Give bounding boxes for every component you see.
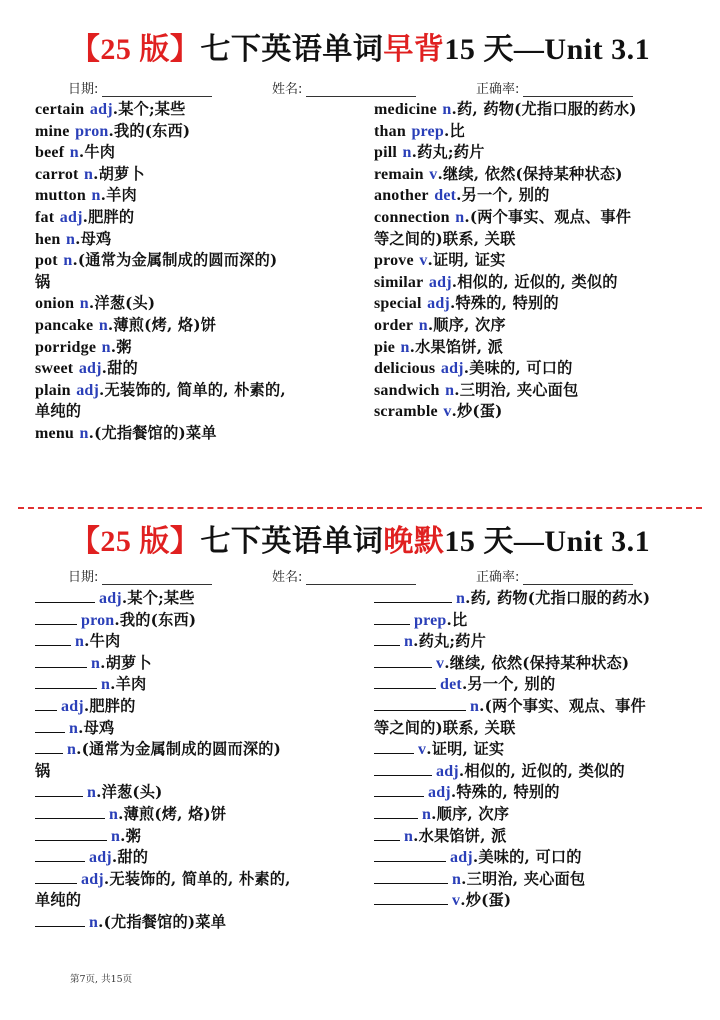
definition: .(通常为金属制成的圆而深的) xyxy=(76,740,282,759)
part-of-speech: adj xyxy=(428,784,451,802)
part-of-speech: v xyxy=(418,741,427,759)
word-entry xyxy=(35,337,380,359)
definition: .肥胖的 xyxy=(83,696,136,715)
definition: .药丸;药片 xyxy=(413,632,486,651)
part-of-speech: adj xyxy=(427,295,450,313)
top-title xyxy=(0,30,720,70)
definition-continued xyxy=(35,890,380,912)
part-of-speech: prep xyxy=(414,611,447,629)
definition-continued xyxy=(374,229,714,251)
entry-word: mutton xyxy=(35,187,86,205)
part-of-speech: adj xyxy=(440,360,464,378)
answer-blank[interactable] xyxy=(35,912,85,927)
part-of-speech: adj xyxy=(428,273,452,291)
definition: .粥 xyxy=(120,826,141,845)
definition: .美味的, 可口的 xyxy=(472,848,582,867)
answer-blank[interactable] xyxy=(374,739,414,754)
answer-blank[interactable] xyxy=(374,653,432,668)
blank-entry[interactable] xyxy=(374,804,714,826)
blank-entry[interactable] xyxy=(374,782,714,804)
word-entry xyxy=(35,315,380,337)
part-of-speech: n xyxy=(400,338,410,356)
answer-blank[interactable] xyxy=(374,826,400,841)
bottom-title-prefix: 【25 版】 xyxy=(69,525,201,558)
word-entry xyxy=(35,121,380,143)
definition: .(通常为金属制成的圆而深的) xyxy=(72,251,278,270)
entry-word: scramble xyxy=(374,403,438,421)
part-of-speech: adj xyxy=(450,849,473,867)
entry-word: sweet xyxy=(35,360,74,378)
definition: .甜的 xyxy=(101,359,138,378)
top-title-main: 七下英语单词 xyxy=(200,33,384,66)
part-of-speech: n xyxy=(63,252,73,270)
definition: .继续, 依然(保持某种状态) xyxy=(437,164,623,183)
part-of-speech: n xyxy=(89,913,99,931)
word-entry xyxy=(35,380,380,402)
word-entry xyxy=(35,293,380,315)
blank-entry[interactable] xyxy=(35,739,380,761)
part-of-speech: prep xyxy=(411,122,444,140)
word-entry xyxy=(35,99,380,121)
answer-blank[interactable] xyxy=(374,761,432,776)
entry-word: pot xyxy=(35,252,58,270)
entry-word: mine xyxy=(35,122,70,140)
accuracy-label: 正确率: xyxy=(476,82,520,97)
bottom-accuracy-field[interactable] xyxy=(476,566,633,585)
definition: .羊肉 xyxy=(110,675,147,694)
part-of-speech: n xyxy=(445,381,455,399)
blank-entry[interactable] xyxy=(374,610,714,632)
definition: .三明治, 夹心面包 xyxy=(461,869,586,888)
word-entry xyxy=(374,142,714,164)
definition: .水果馅饼, 派 xyxy=(409,337,504,356)
word-entry xyxy=(374,121,714,143)
word-entry xyxy=(374,185,714,207)
word-entry xyxy=(374,207,714,229)
answer-blank[interactable] xyxy=(35,674,97,689)
definition: .牛肉 xyxy=(78,143,116,162)
definition: .相似的, 近似的, 类似的 xyxy=(458,761,625,780)
entry-word: beef xyxy=(35,144,65,162)
definition: .母鸡 xyxy=(75,229,112,248)
part-of-speech: adj xyxy=(76,381,100,399)
part-of-speech: n xyxy=(422,805,432,823)
answer-blank[interactable] xyxy=(35,610,77,625)
definition-line2: 单纯的 xyxy=(35,891,82,910)
entry-word: fat xyxy=(35,208,55,226)
definition: .比 xyxy=(446,610,468,629)
blank-entry[interactable] xyxy=(35,696,380,718)
definition-line2: 等之间的)联系, 关联 xyxy=(374,718,516,737)
part-of-speech: n xyxy=(442,101,452,118)
answer-blank[interactable] xyxy=(374,847,446,862)
part-of-speech: n xyxy=(69,144,79,162)
answer-blank[interactable] xyxy=(35,653,87,668)
top-right-word-list xyxy=(374,99,714,423)
answer-blank[interactable] xyxy=(374,674,436,689)
part-of-speech: adj xyxy=(81,870,104,888)
entry-word: special xyxy=(374,295,422,313)
part-of-speech: n xyxy=(452,870,462,888)
answer-blank[interactable] xyxy=(374,890,448,905)
definition: .另一个, 别的 xyxy=(461,675,556,694)
definition-line2: 锅 xyxy=(35,272,51,291)
blank-entry[interactable] xyxy=(35,674,380,696)
definition: .我的(东西) xyxy=(114,610,197,629)
entry-word: certain xyxy=(35,101,85,118)
word-entry xyxy=(35,229,380,251)
entry-word: carrot xyxy=(35,165,79,183)
definition: .特殊的, 特别的 xyxy=(450,783,560,802)
answer-blank[interactable] xyxy=(35,869,77,884)
part-of-speech: n xyxy=(69,719,79,737)
part-of-speech: n xyxy=(79,295,89,313)
blank-entry[interactable] xyxy=(374,588,714,610)
blank-entry[interactable] xyxy=(374,631,714,653)
entry-word: hen xyxy=(35,230,61,248)
blank-entry[interactable] xyxy=(35,653,380,675)
definition-continued xyxy=(374,718,714,740)
answer-blank[interactable] xyxy=(374,696,466,711)
entry-word: pie xyxy=(374,338,396,356)
word-entry xyxy=(374,293,714,315)
part-of-speech: n xyxy=(418,316,428,334)
part-of-speech: n xyxy=(91,187,101,205)
part-of-speech: n xyxy=(470,697,480,715)
answer-blank[interactable] xyxy=(374,588,452,603)
top-title-mode: 早背 xyxy=(383,33,445,66)
word-entry xyxy=(35,185,380,207)
word-entry xyxy=(374,99,714,121)
definition-continued xyxy=(35,272,380,294)
date-label: 日期: xyxy=(68,82,99,97)
definition: .粥 xyxy=(110,337,132,356)
entry-word: connection xyxy=(374,208,450,226)
definition-continued xyxy=(35,761,380,783)
blank-entry[interactable] xyxy=(374,890,714,912)
answer-blank[interactable] xyxy=(35,739,63,754)
definition: .无装饰的, 简单的, 朴素的, xyxy=(99,380,286,399)
word-entry xyxy=(35,250,380,272)
part-of-speech: n xyxy=(75,633,85,651)
entry-word: porridge xyxy=(35,338,97,356)
part-of-speech: n xyxy=(66,230,76,248)
entry-word: delicious xyxy=(374,360,436,378)
part-of-speech: pron xyxy=(75,122,109,140)
word-entry xyxy=(374,272,714,294)
blank-entry[interactable] xyxy=(35,631,380,653)
part-of-speech: adj xyxy=(436,762,459,780)
definition: .某个;某些 xyxy=(112,100,186,118)
page-footer: 第7页, 共15页 xyxy=(70,974,133,985)
entry-word: prove xyxy=(374,252,414,270)
blank-entry[interactable] xyxy=(374,847,714,869)
answer-blank[interactable] xyxy=(374,782,424,797)
part-of-speech: n xyxy=(101,676,111,694)
definition: .证明, 证实 xyxy=(427,251,506,270)
definition: .(两个事实、观点、事件 xyxy=(464,207,632,226)
bottom-right-blank-list xyxy=(374,588,714,912)
part-of-speech: n xyxy=(84,165,94,183)
blank-entry[interactable] xyxy=(35,610,380,632)
part-of-speech: det xyxy=(440,676,462,694)
part-of-speech: n xyxy=(109,805,119,823)
entry-word: medicine xyxy=(374,101,437,118)
top-name-field[interactable] xyxy=(272,78,416,97)
entry-word: pill xyxy=(374,144,398,162)
bottom-title xyxy=(0,522,720,562)
part-of-speech: adj xyxy=(89,849,112,867)
definition: .炒(蛋) xyxy=(451,402,503,421)
part-of-speech: n xyxy=(91,654,101,672)
word-entry xyxy=(35,164,380,186)
definition: .(尤指餐馆的)菜单 xyxy=(88,423,217,442)
top-title-suffix: 15 天—Unit 3.1 xyxy=(444,33,651,66)
definition: .羊肉 xyxy=(100,186,137,205)
definition: .药, 药物(尤指口服的药水) xyxy=(451,100,637,118)
blank-entry[interactable] xyxy=(374,739,714,761)
bottom-meta-row xyxy=(0,566,720,588)
definition: .三明治, 夹心面包 xyxy=(454,380,579,399)
bottom-left-blank-list xyxy=(35,588,380,934)
bottom-title-suffix: 15 天—Unit 3.1 xyxy=(444,525,651,558)
answer-blank[interactable] xyxy=(35,826,107,841)
definition: .洋葱(头) xyxy=(96,783,163,802)
part-of-speech: adj xyxy=(61,697,84,715)
part-of-speech: adj xyxy=(99,590,122,607)
answer-blank[interactable] xyxy=(374,610,410,625)
answer-blank[interactable] xyxy=(374,631,400,646)
part-of-speech: n xyxy=(456,590,466,607)
word-entry xyxy=(374,164,714,186)
name-label: 姓名: xyxy=(272,82,303,97)
definition: .药, 药物(尤指口服的药水) xyxy=(465,589,651,607)
blank-entry[interactable] xyxy=(35,912,380,934)
top-date-field[interactable] xyxy=(68,78,212,97)
part-of-speech: v xyxy=(452,892,461,910)
part-of-speech: adj xyxy=(78,360,102,378)
definition: .我的(东西) xyxy=(108,121,191,140)
entry-word: plain xyxy=(35,381,71,399)
accuracy-label: 正确率: xyxy=(476,570,520,585)
top-left-word-list xyxy=(35,99,380,445)
word-entry xyxy=(374,250,714,272)
blank-entry[interactable] xyxy=(374,696,714,718)
answer-blank[interactable] xyxy=(35,782,83,797)
blank-entry[interactable] xyxy=(35,782,380,804)
entry-word: sandwich xyxy=(374,381,440,399)
definition: .美味的, 可口的 xyxy=(463,359,573,378)
entry-word: onion xyxy=(35,295,75,313)
definition: .比 xyxy=(443,121,465,140)
blank-entry[interactable] xyxy=(374,674,714,696)
definition: .药丸;药片 xyxy=(411,143,485,162)
answer-blank[interactable] xyxy=(35,718,65,733)
definition-line2: 锅 xyxy=(35,761,51,780)
blank-entry[interactable] xyxy=(374,761,714,783)
blank-entry[interactable] xyxy=(35,847,380,869)
definition: .特殊的, 特别的 xyxy=(449,294,559,313)
part-of-speech: n xyxy=(111,827,121,845)
entry-word: order xyxy=(374,316,414,334)
word-entry xyxy=(35,423,380,445)
definition: .相似的, 近似的, 类似的 xyxy=(451,272,618,291)
blank-entry[interactable] xyxy=(374,653,714,675)
definition: .肥胖的 xyxy=(82,207,135,226)
word-entry xyxy=(35,358,380,380)
part-of-speech: n xyxy=(404,633,414,651)
part-of-speech: v xyxy=(436,654,445,672)
definition: .洋葱(头) xyxy=(88,294,156,313)
answer-blank[interactable] xyxy=(35,847,85,862)
part-of-speech: adj xyxy=(59,208,83,226)
section-divider xyxy=(18,507,702,509)
top-meta-row xyxy=(0,78,720,100)
part-of-speech: n xyxy=(402,144,412,162)
definition-line2: 单纯的 xyxy=(35,402,82,421)
part-of-speech: det xyxy=(434,187,457,205)
bottom-title-mode: 晚默 xyxy=(383,525,445,558)
name-label: 姓名: xyxy=(272,570,303,585)
word-entry xyxy=(374,358,714,380)
definition: .顺序, 次序 xyxy=(431,804,510,823)
definition: .某个;某些 xyxy=(121,589,195,607)
part-of-speech: n xyxy=(67,741,77,759)
definition: .证明, 证实 xyxy=(426,740,505,759)
definition: .薄煎(烤, 烙)饼 xyxy=(107,315,217,334)
part-of-speech: v xyxy=(443,403,452,421)
word-entry xyxy=(374,315,714,337)
definition: .(两个事实、观点、事件 xyxy=(479,696,646,715)
definition: .甜的 xyxy=(111,848,149,867)
entry-word: pancake xyxy=(35,316,94,334)
answer-blank[interactable] xyxy=(374,869,448,884)
word-entry xyxy=(374,337,714,359)
definition: .无装饰的, 简单的, 朴素的, xyxy=(103,869,291,888)
entry-word: remain xyxy=(374,165,424,183)
word-entry xyxy=(374,380,714,402)
bottom-title-main: 七下英语单词 xyxy=(200,525,384,558)
blank-entry[interactable] xyxy=(374,826,714,848)
part-of-speech: n xyxy=(79,424,89,442)
definition: .牛肉 xyxy=(84,632,121,651)
entry-word: than xyxy=(374,122,406,140)
definition: .胡萝卜 xyxy=(93,164,145,183)
bottom-name-field[interactable] xyxy=(272,566,416,585)
part-of-speech: v xyxy=(429,165,438,183)
answer-blank[interactable] xyxy=(35,696,57,711)
entry-word: another xyxy=(374,187,429,205)
definition: .炒(蛋) xyxy=(460,891,512,910)
answer-blank[interactable] xyxy=(35,588,95,603)
bottom-date-field[interactable] xyxy=(68,566,212,585)
part-of-speech: v xyxy=(419,252,428,270)
top-accuracy-field[interactable] xyxy=(476,78,633,97)
definition: .水果馅饼, 派 xyxy=(413,826,507,845)
definition: .顺序, 次序 xyxy=(427,315,506,334)
part-of-speech: n xyxy=(87,784,97,802)
entry-word: menu xyxy=(35,424,75,442)
word-entry xyxy=(35,207,380,229)
definition: .胡萝卜 xyxy=(100,653,152,672)
definition: .继续, 依然(保持某种状态) xyxy=(444,653,630,672)
definition: .另一个, 别的 xyxy=(456,186,550,205)
answer-blank[interactable] xyxy=(35,804,105,819)
answer-blank[interactable] xyxy=(374,804,418,819)
part-of-speech: adj xyxy=(89,101,113,118)
blank-entry[interactable] xyxy=(35,588,380,610)
blank-entry[interactable] xyxy=(374,869,714,891)
definition: .(尤指餐馆的)菜单 xyxy=(98,912,227,931)
definition: .母鸡 xyxy=(78,718,115,737)
blank-entry[interactable] xyxy=(35,718,380,740)
word-entry xyxy=(374,401,714,423)
blank-entry[interactable] xyxy=(35,826,380,848)
blank-entry[interactable] xyxy=(35,804,380,826)
word-entry xyxy=(35,142,380,164)
date-label: 日期: xyxy=(68,570,99,585)
part-of-speech: n xyxy=(404,827,414,845)
definition-line2: 等之间的)联系, 关联 xyxy=(374,229,516,248)
top-title-prefix: 【25 版】 xyxy=(69,33,201,66)
part-of-speech: n xyxy=(101,338,111,356)
definition-continued xyxy=(35,401,380,423)
definition: .薄煎(烤, 烙)饼 xyxy=(118,804,227,823)
part-of-speech: pron xyxy=(81,611,115,629)
part-of-speech: n xyxy=(455,208,465,226)
part-of-speech: n xyxy=(98,316,108,334)
entry-word: similar xyxy=(374,273,424,291)
answer-blank[interactable] xyxy=(35,631,71,646)
blank-entry[interactable] xyxy=(35,869,380,891)
